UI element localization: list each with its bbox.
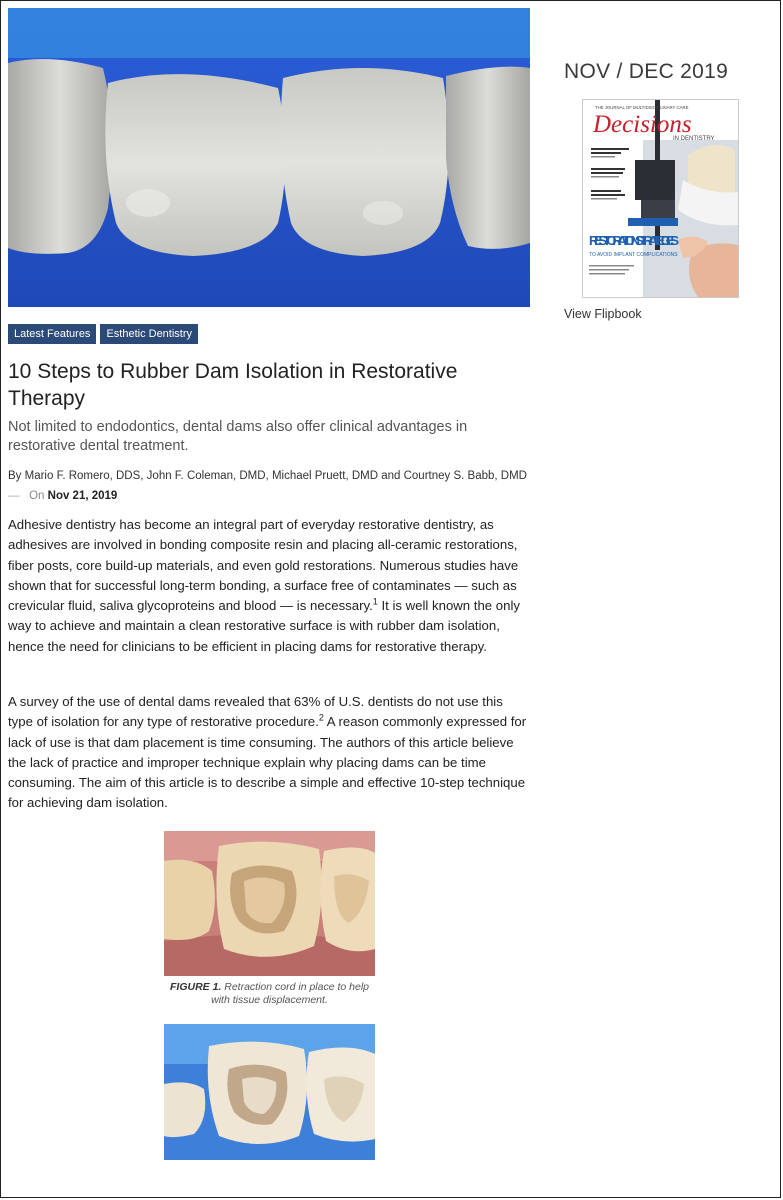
- cover-headline: RESTORATION STRATEGIES: [589, 233, 679, 248]
- article-paragraph-2: [8, 692, 528, 814]
- cover-kicker: THE JOURNAL OF MULTIDISCIPLINARY CARE: [595, 105, 689, 110]
- byline-authors[interactable]: Mario F. Romero, DDS, John F. Coleman, DMD, Michael Pruett, DMD and Courtney S. Babb, DMD: [24, 470, 527, 482]
- byline: [8, 466, 528, 506]
- paragraph-2-text-b: A reason commonly expressed for lack of use is that dam placement is time consuming. The authors of this article believe the lack of practice and improper technique explain why placing dams can be time consuming. The aim of this article is to describe a simple and effective 10-step technique for achieving dam isolation.: [8, 714, 527, 811]
- article-paragraph-1: [8, 515, 528, 657]
- paragraph-1-text-a: Adhesive dentistry has become an integral part of everyday restorative dentistry, as adhesives are involved in bonding composite resin and placing all-ceramic restorations, fiber posts, core build-up materials, and even gold restorations. Numerous studies have shown that for successful long-term bonding, a surface free of contaminates — such as crevicular fluid, saliva glycoproteins and blood — is necessary.: [8, 517, 519, 614]
- footnote-ref-1[interactable]: 1: [372, 596, 378, 607]
- figure-1-caption-text: Retraction cord in place to help with tissue displacement.: [211, 981, 369, 1006]
- paragraph-1-text-b: It is well known the only way to achieve and maintain a clean restorative surface is with rubber dam isolation, hence the need for clinicians to be efficient in placing dams for restorative therapy.: [8, 598, 520, 654]
- tag-esthetic-dentistry[interactable]: Esthetic Dentistry: [100, 324, 198, 344]
- article-title: 10 Steps to Rubber Dam Isolation in Restorative Therapy: [8, 360, 458, 410]
- hero-image: [8, 8, 530, 307]
- cover-headline-sub: TO AVOID IMPLANT COMPLICATIONS: [589, 252, 678, 258]
- cover-brand: Decisions: [593, 111, 692, 138]
- tag-latest-features[interactable]: Latest Features: [8, 324, 96, 344]
- byline-prefix: By: [8, 470, 22, 482]
- magazine-cover[interactable]: [583, 100, 738, 297]
- byline-separator: —: [8, 490, 20, 502]
- figure-1-image: [164, 831, 375, 976]
- article-subtitle: Not limited to endodontics, dental dams also offer clinical advantages in restorative dental treatment.: [8, 419, 468, 454]
- paragraph-2-text-a: A survey of the use of dental dams revealed that 63% of U.S. dentists do not use this type of isolation for any type of restorative procedure.: [8, 694, 503, 730]
- byline-on: On: [29, 490, 45, 502]
- category-tags: [8, 324, 198, 344]
- view-flipbook-link[interactable]: View Flipbook: [564, 307, 642, 321]
- publish-date: Nov 21, 2019: [47, 490, 118, 502]
- issue-heading: NOV / DEC 2019: [564, 60, 729, 83]
- figure-2-image: [164, 1024, 375, 1160]
- cover-brand-sub: IN DENTISTRY: [673, 136, 715, 142]
- figure-1-label: FIGURE 1.: [169, 981, 222, 993]
- footnote-ref-2[interactable]: 2: [318, 712, 324, 723]
- figure-1-caption: [164, 981, 375, 1007]
